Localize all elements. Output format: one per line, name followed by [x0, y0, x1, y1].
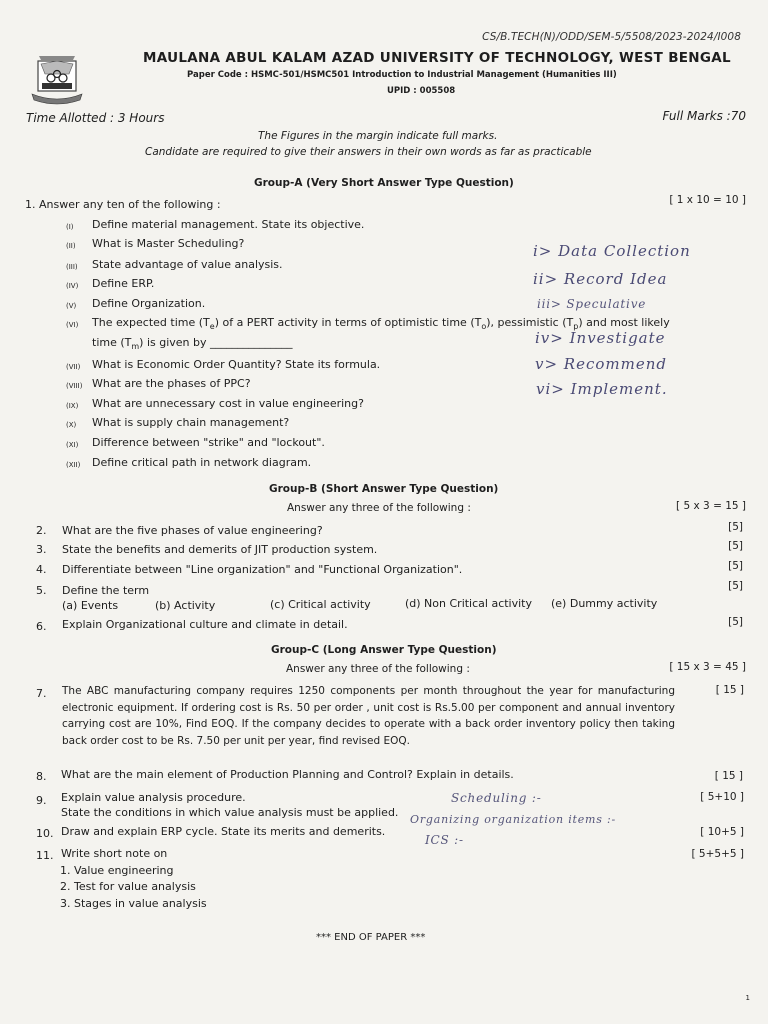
question-text: What are the main element of Production Planning and Control? Explain in details. — [61, 768, 514, 781]
full-marks: Full Marks :70 — [662, 109, 746, 123]
question-number: 5. — [36, 584, 47, 597]
list-item-text: What is supply chain management? — [92, 416, 290, 429]
pert-question-line-1: The expected time $(T_e)$ of a PERT activity in terms of optimistic time $(T_o)$, pessimistic $(T_p)$ and most likely — [92, 316, 670, 332]
university-name: MAULANA ABUL KALAM AZAD UNIVERSITY OF TECHNOLOGY, WEST BENGAL — [143, 50, 731, 66]
group-c-instruction: Answer any three of the following : — [286, 663, 470, 675]
list-item — [66, 377, 82, 396]
question-marks: [5] — [728, 560, 743, 572]
group-c-heading: Group-C (Long Answer Type Question) — [271, 644, 497, 656]
question-7-text: The ABC manufacturing company requires 1250 components per month throughout the year for manufacturing electronic equipment. If ordering cost is Rs. 50 per order , unit cost is Rs.5.00 per component and annual inventory carrying cost are 10%, Find EOQ. If the company decides to operate with a back order inventory policy then taking back order cost to be Rs. 7.50 per unit per year, find revised EOQ. — [62, 685, 675, 747]
list-item-text: Define material management. State its objective. — [92, 218, 365, 231]
group-a-marks: [ 1 x 10 = 10 ] — [669, 194, 746, 206]
list-item — [66, 258, 78, 277]
handwritten-note: i> Data Collection — [533, 242, 691, 260]
group-c-marks: [ 15 x 3 = 45 ] — [669, 661, 746, 673]
question-text: Explain Organizational culture and climate in detail. — [62, 618, 348, 631]
item-numeral: (IV) — [66, 282, 79, 290]
paper-code-line: Paper Code : HSMC-501/HSMC501 Introduction to Industrial Management (Humanities III) — [187, 70, 617, 80]
group-b-heading: Group-B (Short Answer Type Question) — [269, 483, 499, 495]
instruction-marks: The Figures in the margin indicate full marks. — [258, 130, 498, 142]
question-marks: [ 15 ] — [714, 770, 743, 782]
list-item — [66, 316, 78, 335]
q5-option: (d) Non Critical activity — [405, 597, 533, 610]
list-item-text: What is Master Scheduling? — [92, 237, 245, 250]
question-1-number: 1. — [25, 198, 36, 211]
list-item-text: Define ERP. — [92, 277, 155, 290]
question-number: 6. — [36, 620, 47, 633]
question-marks: [5] — [728, 580, 743, 592]
question-marks: [5] — [728, 521, 743, 533]
list-item — [66, 358, 80, 377]
list-item — [66, 436, 78, 455]
question-text: Explain value analysis procedure. — [61, 791, 246, 804]
list-item-text: Difference between "strike" and "lockout". — [92, 436, 325, 449]
list-item — [66, 237, 76, 256]
list-item-text: Define critical path in network diagram. — [92, 456, 312, 469]
list-item — [66, 297, 76, 316]
question-1 — [25, 198, 221, 211]
group-a-heading: Group-A (Very Short Answer Type Question) — [254, 177, 514, 189]
list-item-text: State advantage of value analysis. — [92, 258, 283, 271]
handwritten-note: vi> Implement. — [536, 380, 668, 398]
item-numeral: (VII) — [66, 363, 81, 371]
list-item-text: What are unnecessary cost in value engineering? — [92, 397, 364, 410]
question-marks: [ 5+5+5 ] — [691, 848, 744, 860]
item-numeral: (XI) — [66, 441, 79, 449]
time-allotted: Time Allotted : 3 Hours — [26, 111, 165, 125]
page-number: 1 — [745, 994, 750, 1002]
list-item — [66, 416, 76, 435]
question-text: Draw and explain ERP cycle. State its merits and demerits. — [61, 825, 386, 838]
question-number: 9. — [36, 794, 47, 807]
question-number: 4. — [36, 563, 47, 576]
question-text: What are the five phases of value engineering? — [62, 524, 323, 537]
list-item — [66, 277, 78, 296]
question-text: State the conditions in which value analysis must be applied. — [61, 806, 399, 819]
upid: UPID : 005508 — [387, 86, 456, 96]
question-text: Write short note on — [61, 847, 168, 860]
group-b-instruction: Answer any three of the following : — [287, 502, 471, 514]
handwritten-note: Organizing organization items :- — [410, 813, 617, 826]
question-number: 10. — [36, 827, 54, 840]
item-numeral: (XII) — [66, 461, 81, 469]
item-numeral: (X) — [66, 421, 77, 429]
question-number: 8. — [36, 770, 47, 783]
item-numeral: (II) — [66, 242, 76, 250]
short-note-item: 2. Test for value analysis — [60, 880, 196, 893]
question-number: 2. — [36, 524, 47, 537]
question-number: 3. — [36, 543, 47, 556]
paper-reference-code: CS/B.TECH(N)/ODD/SEM-5/5508/2023-2024/I008 — [482, 31, 741, 43]
q5-option: (e) Dummy activity — [551, 597, 658, 610]
item-numeral: (V) — [66, 302, 77, 310]
question-text: State the benefits and demerits of JIT production system. — [62, 543, 378, 556]
question-number: 11. — [36, 849, 54, 862]
question-text: Differentiate between "Line organization" and "Functional Organization". — [62, 563, 463, 576]
university-logo — [29, 52, 85, 106]
q5-option: (a) Events — [62, 599, 119, 612]
item-numeral: (IX) — [66, 402, 79, 410]
list-item-text: What is Economic Order Quantity? State its formula. — [92, 358, 381, 371]
question-text: Define the term — [62, 584, 150, 597]
group-b-marks: [ 5 x 3 = 15 ] — [676, 500, 746, 512]
short-note-item: 3. Stages in value analysis — [60, 897, 207, 910]
question-marks: [ 5+10 ] — [700, 791, 744, 803]
q5-option: (c) Critical activity — [270, 598, 371, 611]
list-item — [66, 456, 80, 475]
pert-question-line-2: time $(T_m)$ is given by _______________ — [92, 336, 293, 352]
list-item-text: Define Organization. — [92, 297, 206, 310]
q5-option: (b) Activity — [155, 599, 216, 612]
question-number: 7. — [36, 687, 47, 700]
list-item — [66, 218, 74, 237]
list-item — [66, 397, 78, 416]
question-1-intro: Answer any ten of the following : — [39, 198, 221, 211]
question-marks: [5] — [728, 540, 743, 552]
handwritten-note: v> Recommend — [535, 355, 667, 373]
question-marks: [ 10+5 ] — [700, 826, 744, 838]
question-marks: [ 15 ] — [715, 684, 744, 696]
handwritten-note: iii> Speculative — [537, 297, 647, 311]
item-numeral: (I) — [66, 223, 74, 231]
handwritten-note: Scheduling :- — [451, 791, 542, 805]
short-note-item: 1. Value engineering — [60, 864, 174, 877]
item-numeral: (VIII) — [66, 382, 83, 390]
list-item-text: What are the phases of PPC? — [92, 377, 251, 390]
instruction-own-words: Candidate are required to give their answers in their own words as far as practicable — [145, 146, 592, 158]
end-of-paper: *** END OF PAPER *** — [316, 932, 426, 943]
handwritten-note: ii> Record Idea — [533, 270, 668, 288]
handwritten-note: ICS :- — [425, 833, 464, 847]
handwritten-note: iv> Investigate — [535, 329, 666, 347]
item-numeral: (VI) — [66, 321, 79, 329]
question-marks: [5] — [728, 616, 743, 628]
item-numeral: (III) — [66, 263, 78, 271]
